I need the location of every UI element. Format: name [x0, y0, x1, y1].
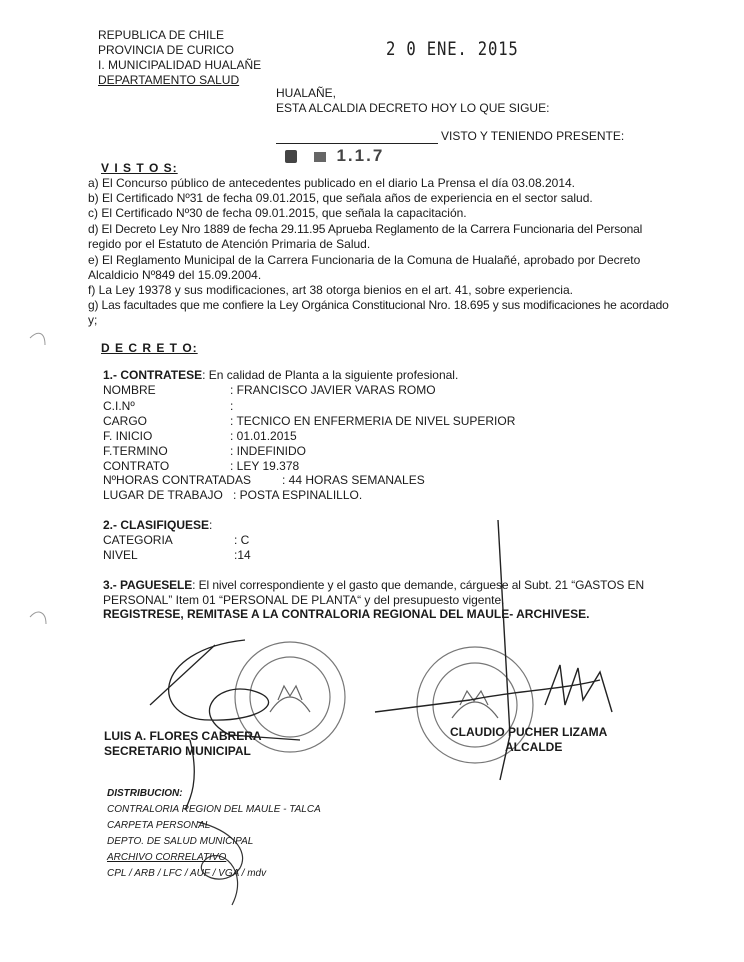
field-value: : FRANCISCO JAVIER VARAS ROMO	[230, 383, 436, 397]
field-label: CARGO	[103, 414, 148, 428]
decreto-title: D E C R E T O:	[101, 341, 198, 355]
field-label: F. INICIO	[103, 429, 153, 443]
section-2-heading: 2.- CLASIFIQUESE	[103, 518, 210, 532]
distribution-item: CARPETA PERSONAL	[107, 820, 211, 831]
signer-left-role: SECRETARIO MUNICIPAL	[104, 744, 251, 758]
field-value: : 44 HORAS SEMANALES	[282, 473, 425, 487]
distribution-title: DISTRIBUCION:	[107, 788, 183, 799]
vistos-item-c: c) El Certificado Nº30 de fecha 09.01.2015, que señala la capacitación.	[88, 206, 467, 220]
field-label: C.I.Nº	[103, 399, 135, 413]
vistos-item-e-cont: Alcaldicio Nº849 del 15.09.2004.	[88, 268, 262, 282]
field-value: :	[230, 399, 234, 413]
vistos-item-e: e) El Reglamento Municipal de la Carrera Funcionaria de la Comuna de Hualañé, aprobado por Decreto	[88, 253, 641, 267]
visto-label: VISTO Y TENIENDO PRESENTE:	[441, 129, 625, 143]
vistos-item-d: d) El Decreto Ley Nro 1889 de fecha 29.11.95 Aprueba Reglamento de la Carrera Funcionaria del Personal	[88, 222, 643, 236]
vistos-item-d-cont: regido por el Estatuto de Atención Primaria de Salud.	[88, 237, 371, 251]
margin-marks	[30, 333, 46, 624]
vistos-item-a: a) El Concurso público de antecedentes publicado en el diario La Prensa el día 03.08.2014.	[88, 176, 576, 190]
field-value: : LEY 19.378	[230, 459, 300, 473]
signature-distribution	[198, 822, 243, 905]
field-value: : TECNICO EN ENFERMERIA DE NIVEL SUPERIOR	[230, 414, 516, 428]
decree-number: 1.1.7	[336, 146, 385, 165]
field-label: NIVEL	[103, 548, 138, 562]
header-republic: REPUBLICA DE CHILE	[98, 28, 225, 42]
section-3-heading: 3.- PAGUESELE	[103, 578, 193, 592]
header-department: DEPARTAMENTO SALUD	[98, 73, 240, 87]
field-value: : C	[234, 533, 250, 547]
section-1-heading: 1.- CONTRATESE	[103, 368, 203, 382]
header-province: PROVINCIA DE CURICO	[98, 43, 235, 57]
field-value: :14	[234, 548, 251, 562]
place-label: HUALAÑE,	[276, 86, 337, 100]
vistos-item-b: b) El Certificado Nº31 de fecha 09.01.2015, que señala años de experiencia en el sector salud.	[88, 191, 593, 205]
vistos-item-f: f) La Ley 19378 y sus modificaciones, art 38 otorga bienios en el art. 41, sobre experiencia.	[88, 283, 573, 297]
field-value: : INDEFINIDO	[230, 444, 307, 458]
section-3-text: : El nivel correspondiente y el gasto que demande, cárguese al Subt. 21 “GASTOS EN	[192, 578, 645, 592]
field-label: CONTRATO	[103, 459, 170, 473]
vistos-item-g-cont: y;	[88, 313, 98, 327]
section-1-text: : En calidad de Planta a la siguiente profesional.	[202, 368, 459, 382]
signer-right-name: CLAUDIO PUCHER LIZAMA	[450, 725, 608, 739]
signer-right-role: ALCALDE	[505, 740, 563, 754]
section-3-cont: PERSONAL” Item 01 “PERSONAL DE PLANTA“ y del presupuesto vigente.	[103, 593, 505, 607]
date-stamp: 2 0 ENE. 2015	[386, 38, 519, 60]
distribution-item: DEPTO. DE SALUD MUNICIPAL	[107, 836, 254, 847]
header-municipality: I. MUNICIPALIDAD HUALAÑE	[98, 58, 262, 72]
field-label: NOMBRE	[103, 383, 156, 397]
field-value: : POSTA ESPINALILLO.	[233, 488, 363, 502]
field-label: NºHORAS CONTRATADAS	[103, 473, 251, 487]
closing-order: REGISTRESE, REMITASE A LA CONTRALORIA REGIONAL DEL MAULE- ARCHIVESE.	[103, 607, 590, 621]
signer-left-name: LUIS A. FLORES CABRERA	[104, 729, 262, 743]
field-value: : 01.01.2015	[230, 429, 297, 443]
decree-statement: ESTA ALCALDIA DECRETO HOY LO QUE SIGUE:	[276, 101, 550, 115]
field-label: F.TERMINO	[103, 444, 168, 458]
field-label: LUGAR DE TRABAJO	[103, 488, 223, 502]
vistos-title: V I S T O S:	[101, 161, 178, 175]
distribution-item: CPL / ARB / LFC / AUF / VGA / mdv	[107, 868, 267, 879]
field-label: CATEGORIA	[103, 533, 173, 547]
distribution-item: ARCHIVO CORRELATIVO	[107, 852, 227, 863]
distribution-item: CONTRALORIA REGION DEL MAULE - TALCA	[107, 804, 321, 815]
signature-left	[150, 640, 300, 810]
section-2-colon: :	[209, 518, 213, 532]
vistos-item-g: g) Las facultades que me confiere la Ley Orgánica Constitucional Nro. 18.695 y sus modificaciones he acordado	[88, 298, 669, 312]
